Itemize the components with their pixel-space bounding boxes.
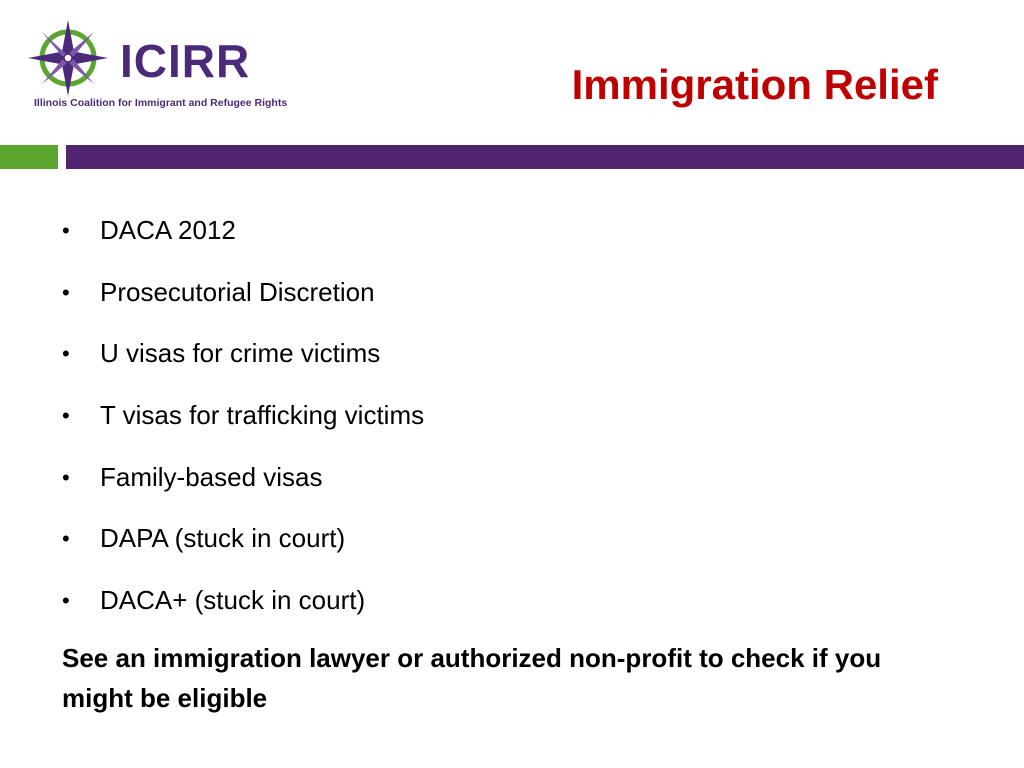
- bullet-text: Family-based visas: [100, 461, 323, 492]
- eligibility-note: See an immigration lawyer or authorized non-profit to check if you might be eligible: [62, 642, 882, 713]
- bullet-item: [62, 570, 962, 632]
- bullet-text: Prosecutorial Discretion: [100, 276, 375, 307]
- logo-wordmark: ICIRR: [120, 35, 251, 87]
- bullet-text: T visas for trafficking victims: [100, 400, 425, 431]
- bullet-item: [62, 508, 962, 570]
- icirr-logo: [28, 20, 288, 115]
- bullet-icon: •: [62, 279, 70, 305]
- bullet-icon: •: [62, 218, 70, 243]
- bullet-text: DACA+ (stuck in court): [100, 585, 366, 616]
- bullet-text: DAPA (stuck in court): [100, 523, 346, 554]
- header-green-bar: [0, 145, 58, 169]
- header-purple-bar: [66, 145, 1024, 169]
- bullet-text: U visas for crime victims: [100, 338, 381, 369]
- slide-body: [62, 200, 962, 718]
- bullet-icon: •: [62, 403, 70, 429]
- bullet-icon: •: [62, 526, 70, 552]
- compass-star-icon: [28, 20, 108, 96]
- bullet-list: [62, 200, 962, 632]
- bullet-icon: •: [62, 341, 70, 367]
- bullet-item: [62, 262, 962, 324]
- bullet-item: [62, 385, 962, 447]
- bullet-item: [62, 323, 962, 385]
- bullet-icon: •: [62, 588, 70, 614]
- bullet-item: [62, 200, 962, 262]
- slide-title: Immigration Relief: [571, 61, 938, 108]
- bullet-item: [62, 447, 962, 509]
- bullet-icon: •: [62, 464, 70, 490]
- bullet-text: DACA 2012: [100, 215, 236, 245]
- logo-subtitle: Illinois Coalition for Immigrant and Refugee Rights: [34, 97, 288, 109]
